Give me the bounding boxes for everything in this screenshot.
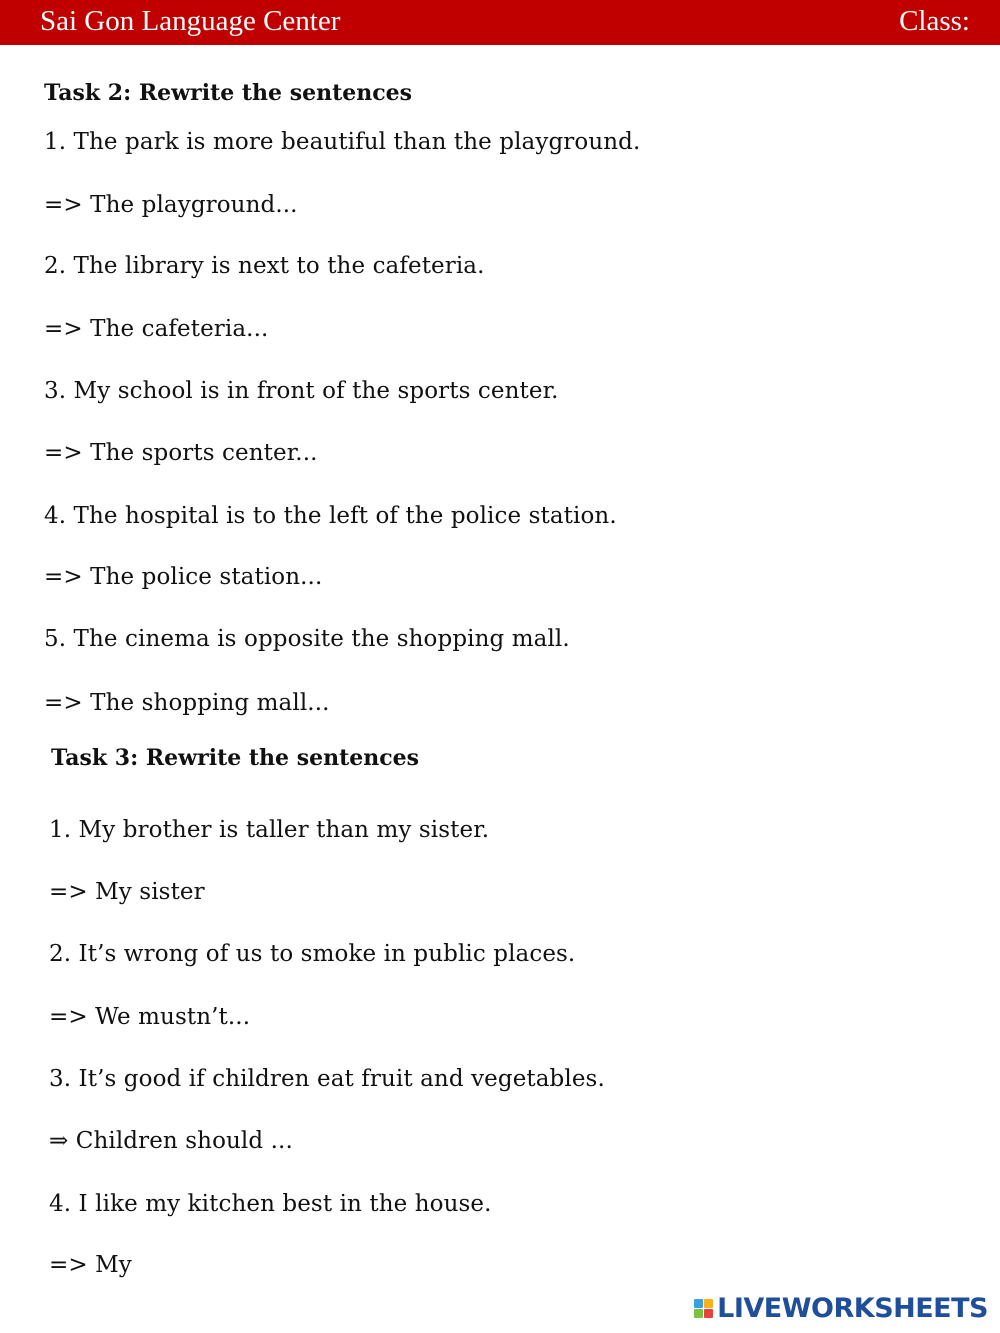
task2-sentence-3: 3. My school is in front of the sports center. bbox=[44, 378, 559, 404]
task2-answer-2: => The cafeteria... bbox=[44, 316, 269, 342]
center-name: Sai Gon Language Center bbox=[40, 5, 341, 37]
task2-title: Task 2: Rewrite the sentences bbox=[44, 80, 413, 106]
liveworksheets-logo bbox=[694, 1293, 988, 1323]
task3-sentence-4: 4. I like my kitchen best in the house. bbox=[49, 1191, 492, 1217]
task3-answer-2: => We mustn’t... bbox=[49, 1004, 251, 1030]
task2-sentence-5: 5. The cinema is opposite the shopping mall. bbox=[44, 626, 570, 652]
task3-sentence-2: 2. It’s wrong of us to smoke in public places. bbox=[49, 941, 576, 967]
task2-answer-3: => The sports center... bbox=[44, 440, 318, 466]
task3-answer-3: ⇒ Children should ... bbox=[49, 1128, 293, 1154]
task2-sentence-1: 1. The park is more beautiful than the playground. bbox=[44, 129, 641, 155]
task3-title: Task 3: Rewrite the sentences bbox=[51, 745, 420, 771]
task3-sentence-3: 3. It’s good if children eat fruit and vegetables. bbox=[49, 1066, 605, 1092]
task3-sentence-1: 1. My brother is taller than my sister. bbox=[49, 817, 490, 843]
task2-answer-1: => The playground... bbox=[44, 192, 298, 218]
class-label: Class: bbox=[899, 5, 970, 37]
task3-answer-1: => My sister bbox=[49, 879, 205, 905]
header-bar bbox=[0, 0, 1000, 45]
task2-answer-4: => The police station... bbox=[44, 564, 323, 590]
task2-answer-5: => The shopping mall... bbox=[44, 690, 330, 716]
liveworksheets-blocks-icon bbox=[694, 1299, 713, 1318]
task3-answer-4: => My bbox=[49, 1252, 132, 1278]
task2-sentence-2: 2. The library is next to the cafeteria. bbox=[44, 253, 485, 279]
logo-text: LIVEWORKSHEETS bbox=[717, 1292, 988, 1324]
task2-sentence-4: 4. The hospital is to the left of the police station. bbox=[44, 503, 617, 529]
